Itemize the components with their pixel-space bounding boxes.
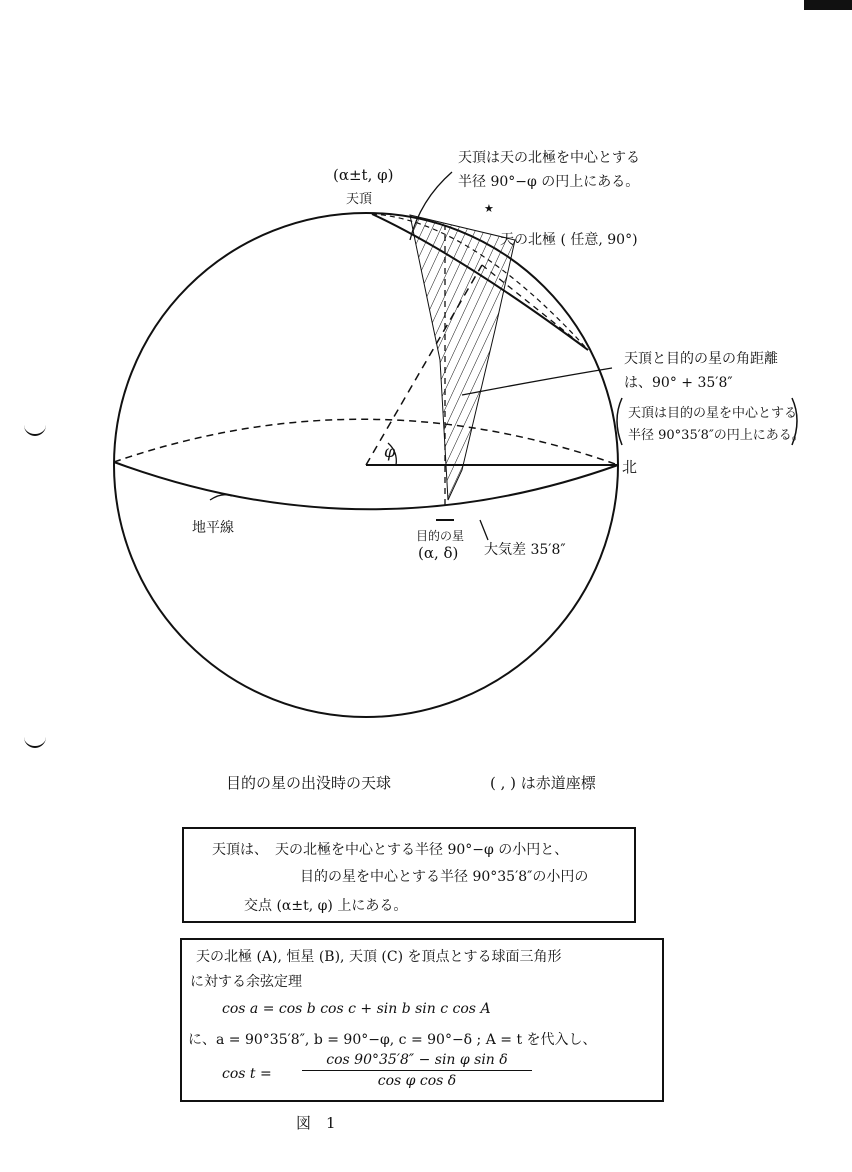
fraction-denominator: cos φ cos δ [377, 1073, 457, 1089]
distance-note-line2: は、90° + 35′8″ [624, 375, 733, 391]
star-asterisk-label: ★ [484, 202, 494, 215]
fraction-numerator: cos 90°35′8″ − sin φ sin δ [326, 1052, 508, 1068]
horizon-label: 地平線 [192, 520, 234, 536]
star-label: 目的の星 [416, 529, 465, 543]
figure-label: 図 1 [296, 1114, 336, 1132]
conclusion-line1: 天頂は、 天の北極を中心とする半径 90°−φ の小円と、 [212, 842, 569, 858]
circle-note-line2: 半径 90°35′8″の円上にある。 [628, 428, 805, 443]
zenith-note-line1: 天頂は天の北極を中心とする [458, 150, 640, 166]
conclusion-box [182, 827, 636, 923]
zenith-note-line2: 半径 90°−φ の円上にある。 [458, 174, 640, 190]
formula-intro-line2: に対する余弦定理 [190, 974, 302, 990]
hatched-region [410, 215, 515, 500]
substitution-line: に、a = 90°35′8″, b = 90°−φ, c = 90°−δ ; A = t を代入し、 [188, 1032, 597, 1048]
angle-phi-label: φ [384, 442, 396, 461]
north-label: 北 [622, 458, 638, 476]
horizon-front-arc [114, 462, 618, 509]
cos-t-label: cos t = [222, 1066, 272, 1082]
zenith-label: 天頂 [346, 192, 373, 207]
diagram-caption: 目的の星の出没時の天球 [226, 774, 392, 792]
result-fraction [302, 1052, 532, 1089]
caption-note: ( , ) は赤道座標 [490, 774, 596, 792]
circle-note-line1: 天頂は目的の星を中心とする [628, 406, 798, 421]
leader-horizon [210, 495, 232, 500]
north-pole-label: 天の北極 ( 任意, 90°) [500, 232, 638, 248]
refraction-label: 大気差 35′8″ [484, 542, 566, 558]
formula-box [180, 938, 664, 1102]
conclusion-line3: 交点 (α±t, φ) 上にある。 [244, 898, 408, 914]
leader-refraction [480, 520, 488, 540]
horizon-back-arc [114, 419, 618, 465]
conclusion-line2: 目的の星を中心とする半径 90°35′8″の小円の [300, 869, 589, 885]
star-coordinate-label: (α, δ) [418, 544, 459, 562]
cosine-rule-formula: cos a = cos b cos c + sin b sin c cos A [222, 1001, 491, 1017]
bracket-left [617, 398, 622, 445]
distance-note-line1: 天頂と目的の星の角距離 [624, 351, 778, 367]
zenith-coordinate-label: (α±t, φ) [333, 166, 394, 184]
fraction-bar [302, 1070, 532, 1071]
formula-intro-line1: 天の北極 (A), 恒星 (B), 天頂 (C) を頂点とする球面三角形 [196, 949, 562, 965]
